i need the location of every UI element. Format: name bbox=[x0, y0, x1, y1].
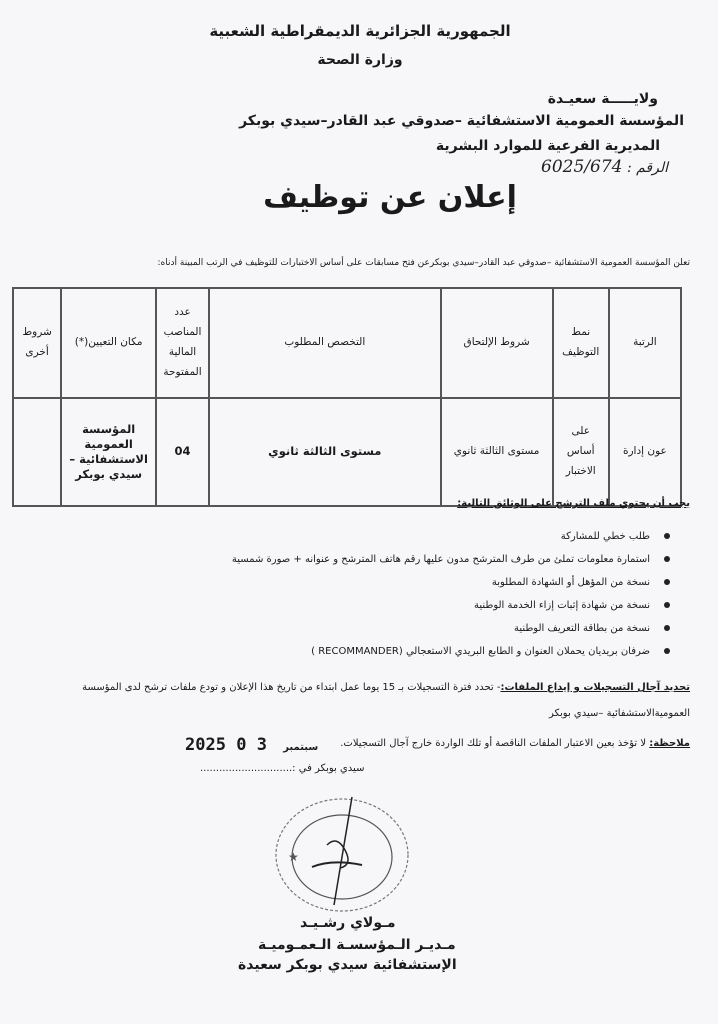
table-header-row bbox=[13, 288, 681, 398]
list-item bbox=[232, 599, 670, 622]
documents-list bbox=[232, 530, 670, 668]
star-icon: ★ bbox=[288, 850, 299, 864]
table-row bbox=[13, 398, 681, 506]
date-day: 3 0 bbox=[236, 735, 267, 755]
bullet-icon bbox=[664, 579, 670, 585]
signature-loop bbox=[327, 841, 348, 868]
list-item bbox=[232, 645, 670, 668]
reference-number: 6025/674 bbox=[541, 157, 623, 177]
signatory-title-line1: مـديـر الـمؤسسـة الـعمـوميـة bbox=[258, 937, 456, 953]
ministry-header: وزارة الصحة bbox=[317, 52, 403, 68]
cell-specialty: مستوى الثالثة ثانوي bbox=[209, 398, 441, 506]
document-item-text: استمارة معلومات تملئ من طرف المترشح مدون عليها رقم هاتف المترشح و عنوانه + صورة شمسية bbox=[231, 554, 650, 565]
list-item bbox=[232, 530, 670, 553]
reference-label: الرقم : bbox=[626, 160, 668, 176]
positions-table bbox=[12, 287, 682, 507]
cell-other-conditions bbox=[13, 398, 61, 506]
directorate-header: المديرية الفرعية للموارد البشرية bbox=[435, 138, 660, 154]
signature-stroke bbox=[334, 797, 352, 905]
list-item bbox=[232, 622, 670, 645]
signatory-title-line2: الإستشفائية سيدي بوبكر سعيدة bbox=[238, 957, 457, 973]
bullet-icon bbox=[664, 625, 670, 631]
signature-flourish bbox=[312, 862, 362, 867]
header-conditions: شروط الإلتحاق bbox=[441, 288, 553, 398]
header-specialty: التخصص المطلوب bbox=[209, 288, 441, 398]
cell-grade: عون إدارة bbox=[609, 398, 681, 506]
deadline-paragraph bbox=[30, 675, 690, 727]
header-assignment-place: مكان التعيين(*) bbox=[61, 288, 156, 398]
documents-title: يجب أن يحتوي ملف الترشح على الوثائق التالية: bbox=[457, 498, 690, 509]
signatory-name: مـولاي رشـيـد bbox=[300, 915, 396, 931]
bullet-icon bbox=[664, 533, 670, 539]
page-title: إعلان عن توظيف bbox=[263, 180, 517, 215]
date-year: 2025 bbox=[185, 735, 226, 755]
document-item-text: نسخة من بطاقة التعريف الوطنية bbox=[513, 623, 650, 634]
header-positions-count: عدد المناصب المالية المفتوحة bbox=[156, 288, 209, 398]
bullet-icon bbox=[664, 602, 670, 608]
deadline-label: تحديد آجال التسجيلات و إيداع الملفات: bbox=[500, 682, 690, 693]
place-line: سيدي بوبكر في :............................. bbox=[200, 763, 365, 774]
cell-assignment-place: المؤسسة العمومية الاستشفائية –سيدي بوبكر bbox=[61, 398, 156, 506]
list-item bbox=[232, 576, 670, 599]
note-text: لا تؤخذ بعين الاعتبار الملفات الناقصة أو تلك الواردة خارج آجال التسجيلات. bbox=[340, 738, 650, 749]
institution-header: المؤسسة العمومية الاستشفائية –صدوقي عبد القادر–سيدي بوبكر bbox=[239, 113, 684, 129]
note-label: ملاحظة: bbox=[649, 738, 690, 749]
intro-text: تعلن المؤسسة العمومية الاستشفائية –صدوقي عبد القادر–سيدي بوبكرعن فتح مسابقات على أساس الاختبارات للتوظيف في الرتب المبينة أدناه: bbox=[157, 258, 690, 268]
date-month: سبتمبر bbox=[283, 742, 319, 753]
header-other-conditions: شروط أخرى bbox=[13, 288, 61, 398]
republic-header: الجمهورية الجزائرية الديمقراطية الشعبية bbox=[209, 22, 511, 40]
note-paragraph bbox=[340, 738, 690, 749]
date-stamp bbox=[185, 735, 324, 755]
wilaya-header: ولايـــــة سعيـدة bbox=[547, 91, 658, 107]
cell-positions-count: 04 bbox=[156, 398, 209, 506]
document-item-text: نسخة من شهادة إثبات إزاء الخدمة الوطنية bbox=[473, 600, 650, 611]
bullet-icon bbox=[664, 556, 670, 562]
cell-conditions: مستوى الثالثة ثانوي bbox=[441, 398, 553, 506]
official-seal bbox=[272, 795, 412, 915]
document-item-text: طلب خطي للمشاركة bbox=[560, 531, 650, 542]
deadline-text: - تحدد فترة التسجيلات بـ 15 يوما عمل ابتداء من تاريخ هذا الإعلان و تودع ملفات ترشح لدى المؤسسة العموميةالاستشفائية –سيدي بوبكر bbox=[82, 682, 690, 719]
document-item-text: نسخة من المؤهل أو الشهادة المطلوبة bbox=[491, 577, 650, 588]
bullet-icon bbox=[664, 648, 670, 654]
list-item bbox=[232, 553, 670, 576]
reference bbox=[541, 157, 668, 177]
header-recruitment-mode: نمط التوظيف bbox=[553, 288, 609, 398]
header-grade: الرتبة bbox=[609, 288, 681, 398]
document-item-text: ضرفان بريديان يحملان العنوان و الطابع البريدي الاستعجالي (RECOMMANDER ) bbox=[311, 646, 650, 657]
cell-recruitment-mode: على أساس الاختبار bbox=[553, 398, 609, 506]
